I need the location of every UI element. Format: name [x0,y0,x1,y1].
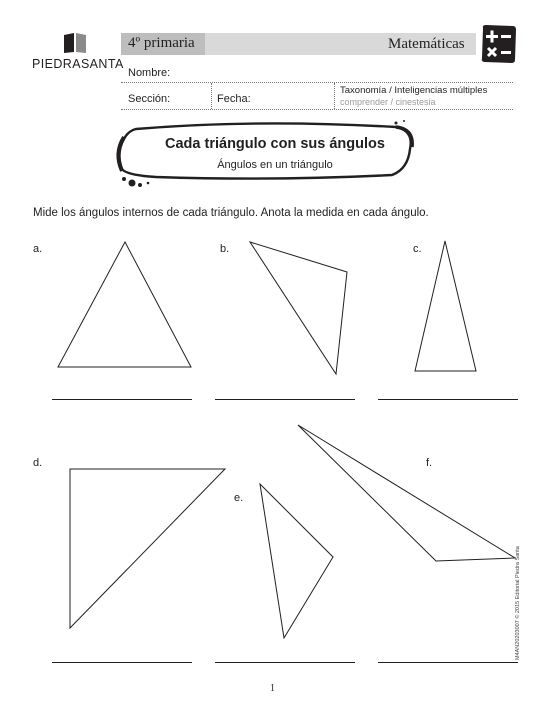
triangle-d [70,469,225,628]
triangle-f [298,425,515,561]
triangle-b [250,242,347,374]
item-label-a: a. [33,243,43,255]
answer-line-f[interactable] [378,662,518,663]
footer-code: M4AN20203007 © 2015 Editorial Piedra Santa [515,546,521,660]
taxonomy-label: Taxonomía / Inteligencias múltiples [340,85,488,96]
item-label-e: e. [234,492,244,504]
answer-line-e[interactable] [215,662,355,663]
triangle-e [260,484,333,638]
answer-line-b[interactable] [215,399,355,400]
instructions: Mide los ángulos internos de cada triángulo. Anota la medida en cada ángulo. [33,207,429,219]
name-label: Nombre: [128,67,171,79]
triangle-a [58,242,191,367]
grade-label: 4º primaria [128,35,195,51]
page-number: 1 [270,683,275,694]
answer-line-a[interactable] [52,399,192,400]
subject-label: Matemáticas [388,36,465,52]
section-label: Sección: [128,93,171,105]
item-label-d: d. [33,457,43,469]
publisher-logo: PIEDRASANTA [32,57,124,71]
item-label-b: b. [220,243,230,255]
triangle-c [415,241,476,371]
worksheet-title: Cada triángulo con sus ángulos [165,136,385,152]
worksheet-subtitle: Ángulos en un triángulo [217,159,333,171]
answer-line-c[interactable] [378,399,518,400]
item-label-c: c. [413,243,422,255]
answer-line-d[interactable] [52,662,192,663]
taxonomy-value: comprender / cinestesia [340,97,436,107]
item-label-f: f. [426,457,433,469]
date-label: Fecha: [217,93,251,105]
